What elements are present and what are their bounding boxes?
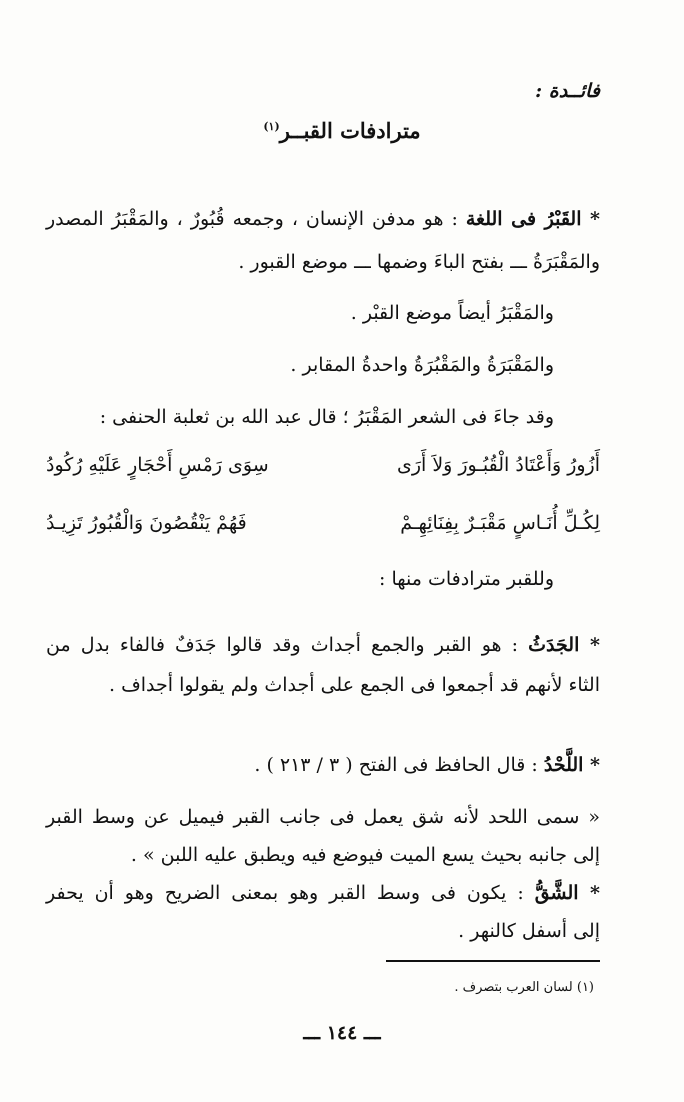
page-number: ـــ ١٤٤ ـــ	[303, 1022, 381, 1044]
page-title	[0, 114, 684, 144]
qabr-definition-line-2: والمَقْبَرَةُ ـــ بفتح الباءَ وضمها ـــ موضع القبور .	[238, 251, 600, 273]
jadath-term: * الجَدَثُ	[528, 634, 600, 656]
verse-1-sadr: أَزُورُ وَأَعْتَادُ الْقُبُـورَ وَلاَ أَرَى	[396, 454, 600, 476]
shaqq-line-1	[46, 880, 600, 906]
jadath-line-1	[46, 632, 600, 658]
lahd-term: * اللَّحْدُ	[543, 754, 600, 776]
footnote: (١) لسان العرب بتصرف .	[454, 980, 594, 995]
qabr-definition-text: : هو مدفن الإنسان ، وجمعه قُبُورٌ ، والمَقْبَرُ المصدر	[46, 208, 458, 230]
footnote-separator	[386, 960, 600, 962]
maqbara-line: والمَقْبَرَةُ والمَقْبُرَةُ واحدةُ المقابر .	[290, 354, 554, 376]
shaqq-line-2: إلى أسفل كالنهر .	[458, 920, 600, 942]
jadath-definition-text: : هو القبر والجمع أجداث وقد قالوا جَدَفٌ فالفاء بدل من	[46, 634, 519, 656]
quote-line-2: إلى جانبه بحيث يسع الميت فيوضع فيه ويطبق عليه اللبن » .	[130, 844, 600, 866]
shaqq-term: * الشَّقُّ	[534, 882, 600, 904]
verse-2-ajuz: فَهُمْ يَنْقُصُونَ وَالْقُبُورُ تَزِيـدُ	[46, 512, 247, 534]
lahd-definition-text: : قال الحافظ فى الفتح ( ٣ / ٢١٣ ) .	[254, 754, 538, 776]
qabr-definition-line-1	[46, 206, 600, 232]
poetry-intro: وقد جاءَ فى الشعر المَقْبَرُ ؛ قال عبد الله بن ثعلبة الحنفى :	[99, 406, 554, 428]
shaqq-definition-text: : يكون فى وسط القبر وهو بمعنى الضريح وهو أن يحفر	[46, 882, 524, 904]
verse-1-ajuz: سِوَى رَمْسِ أَحْجَارٍ عَلَيْهِ رُكُودُ	[46, 454, 269, 476]
lahd-line	[254, 752, 600, 778]
title-text: مترادفات القبــر	[279, 118, 421, 143]
verse-2-sadr: لِكُـلِّ أُنَـاسٍ مَقْبَـرٌ بِفِنَائِهِـمْ	[400, 512, 600, 534]
title-footnote-ref: (١)	[263, 120, 280, 133]
qabr-term: * القَبْرُ فى اللغة	[465, 208, 600, 230]
quote-line-1: « سمى اللحد لأنه شق يعمل فى جانب القبر فيميل عن وسط القبر	[46, 806, 600, 828]
synonyms-intro: وللقبر مترادفات منها :	[379, 568, 554, 590]
benefit-label: فائــدة :	[535, 80, 600, 102]
jadath-line-2: الثاء لأنهم قد أجمعوا فى الجمع على أجداث ولم يقولوا أجداف .	[108, 674, 600, 696]
maqbar-line: والمَقْبَرُ أيضاً موضع القبْر .	[350, 302, 554, 324]
